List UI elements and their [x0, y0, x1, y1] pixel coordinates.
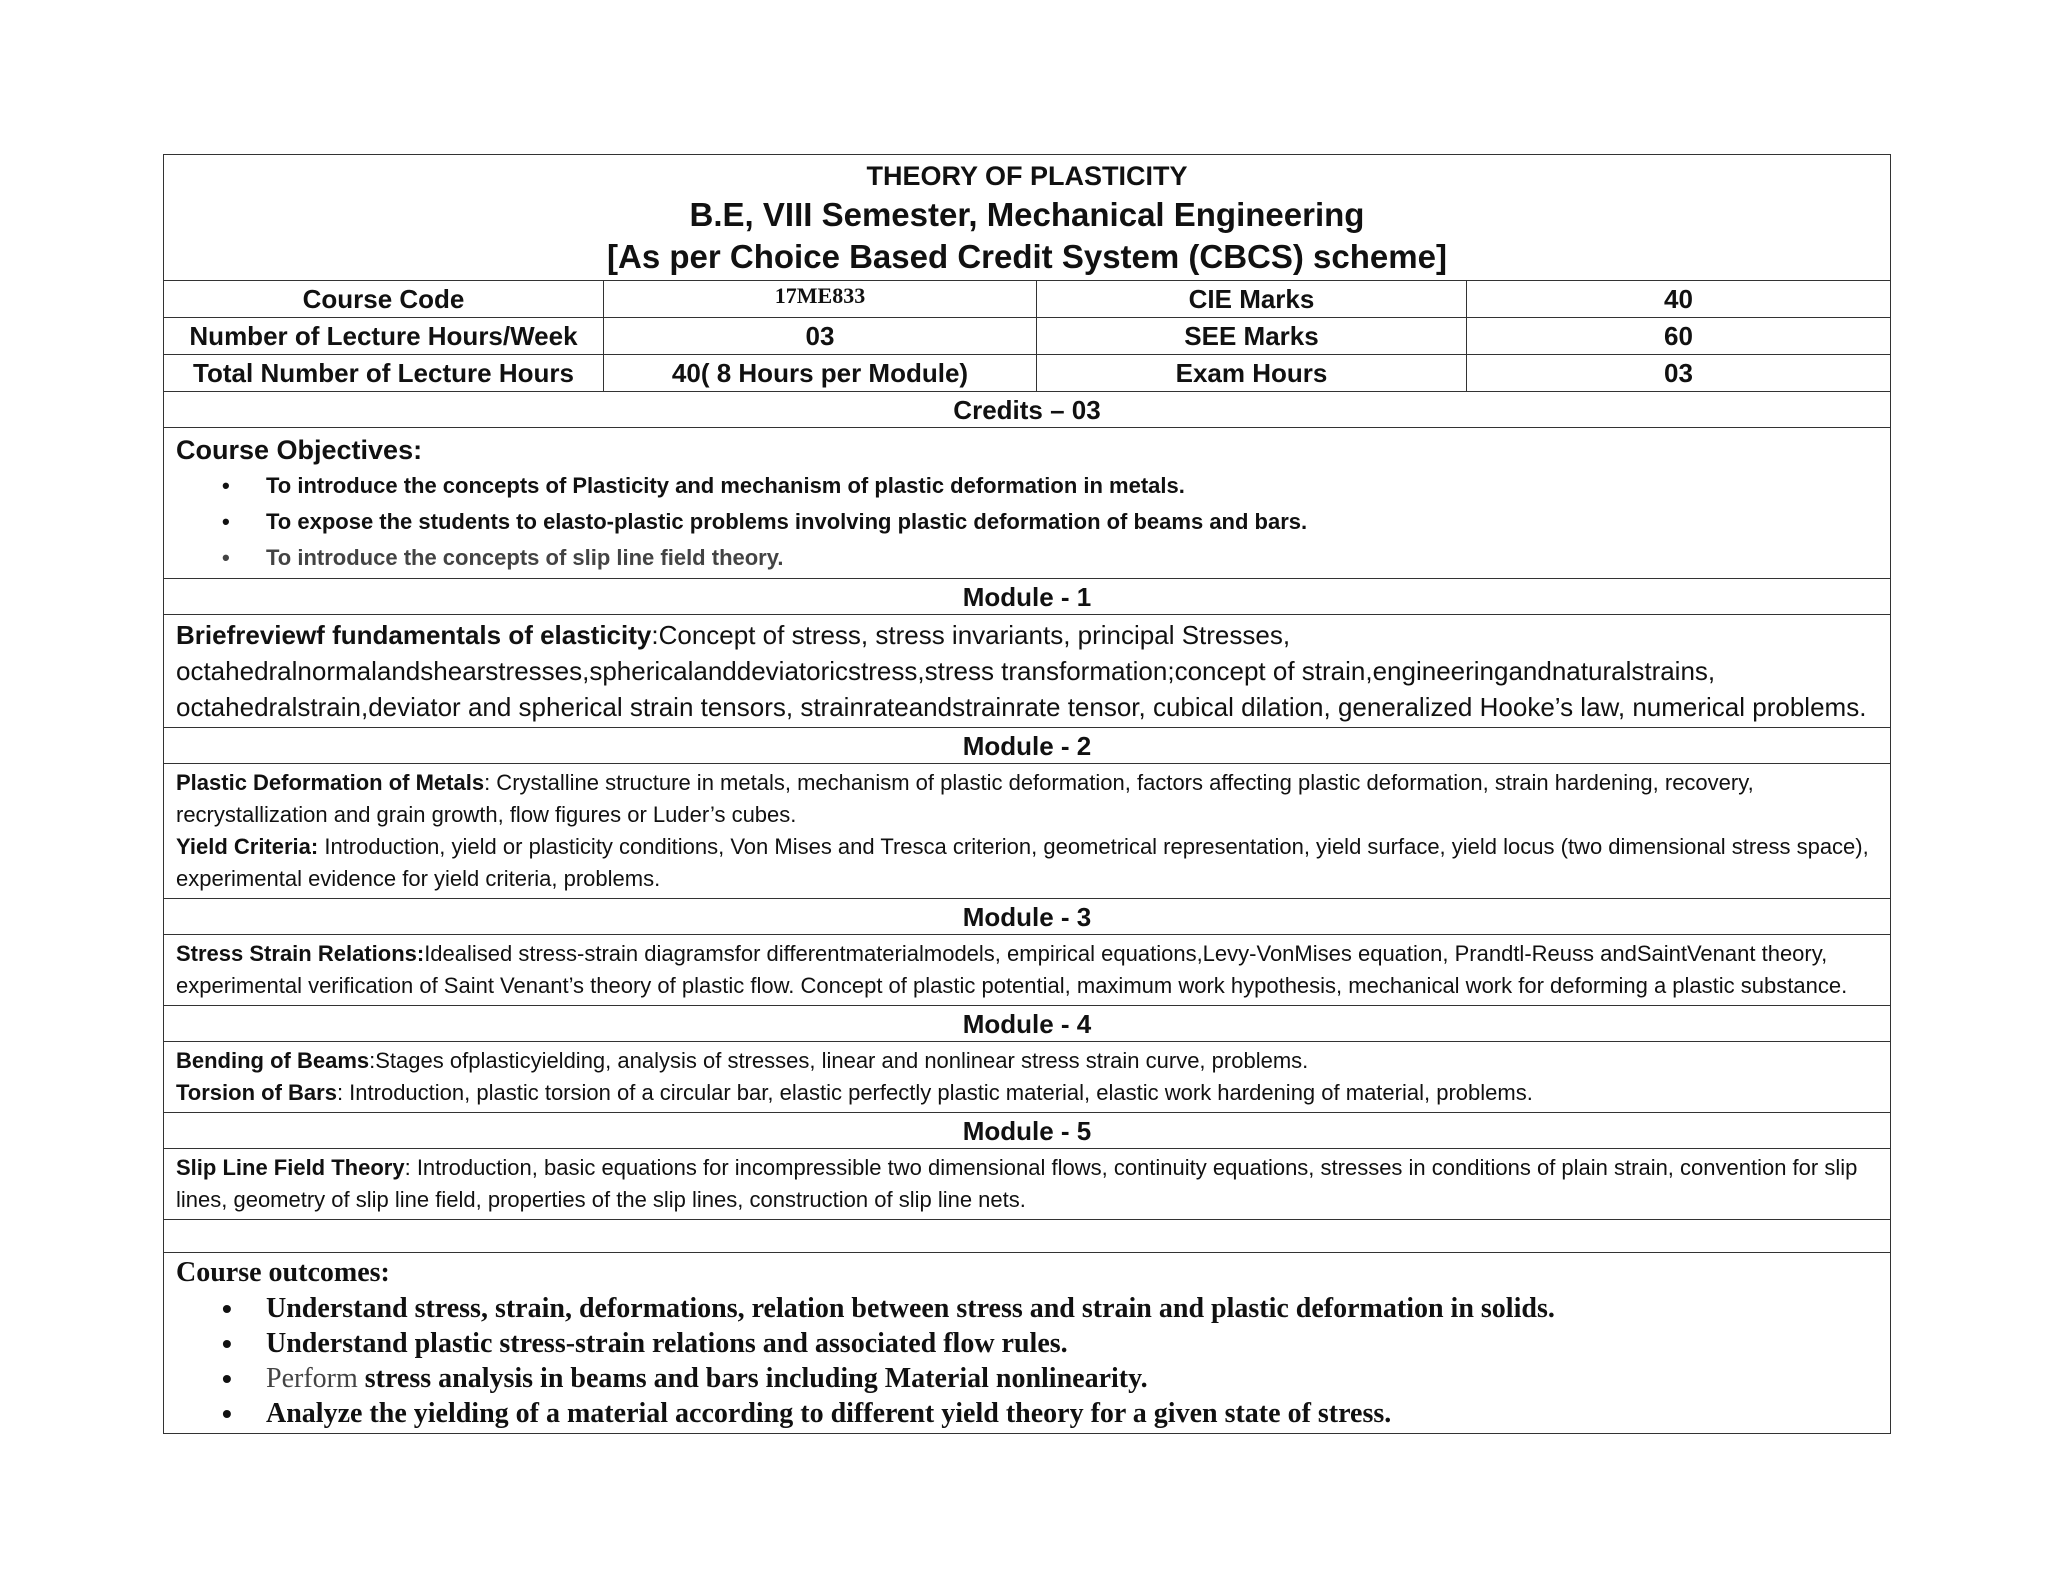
list-item: • To introduce the concepts of slip line field theory. [266, 540, 1878, 576]
module-topic: Stress Strain Relations: [176, 941, 425, 966]
syllabus-table [163, 154, 1891, 1434]
module-topic: Bending of Beams [176, 1048, 370, 1073]
list-item: • To introduce the concepts of Plasticity and mechanism of plastic deformation in metals. [266, 468, 1878, 504]
module-topic: Plastic Deformation of Metals [176, 770, 485, 795]
module-topic: Yield Criteria: [176, 834, 319, 859]
module-3-heading: Module - 3 [164, 898, 1890, 934]
module-text: : Crystalline structure in metals, mechanism of plastic deformation, factors affecting plastic deformation, strain hardening, recovery, recrystallization and grain growth, flow figures or Luder’s cubes. [176, 770, 1754, 827]
info-label: Total Number of Lecture Hours [193, 357, 574, 388]
module-1-content [164, 614, 1890, 727]
module-text: Introduction, yield or plasticity conditions, Von Mises and Tresca criterion, geometrical representation, yield surface, yield locus (two dimensional stress space), experimental evidence for yield criteria, problems. [176, 834, 1869, 891]
course-outcomes [164, 1252, 1890, 1433]
module-text: Idealised stress-strain diagramsfor differentmaterialmodels, empirical equations,Levy-VonMises equation, Prandtl-Reuss andSaintVenant theory, experimental verification of Saint Venant’s theory of plastic flow. Concept of plastic potential, maximum work hypothesis, mechanical work for deforming a plastic substance. [176, 941, 1848, 998]
list-item: • Analyze the yielding of a material according to different yield theory for a given state of stress. [266, 1396, 1878, 1431]
course-subtitle: B.E, VIII Semester, Mechanical Engineering [689, 196, 1365, 233]
course-title: THEORY OF PLASTICITY [866, 161, 1188, 191]
info-value-total-lecture-hours: 40( 8 Hours per Module) [603, 355, 1036, 391]
header-block [164, 155, 1890, 280]
module-5-content [164, 1148, 1890, 1219]
module-2-heading: Module - 2 [164, 727, 1890, 763]
module-topic: Slip Line Field Theory [176, 1155, 405, 1180]
info-value-see-marks: 60 [1466, 318, 1890, 354]
module-4-content [164, 1041, 1890, 1112]
module-3-content [164, 934, 1890, 1005]
objectives-title: Course Objectives: [176, 435, 423, 465]
info-label: Exam Hours [1036, 355, 1466, 391]
module-text: : Introduction, plastic torsion of a circular bar, elastic perfectly plastic material, elastic work hardening of material, problems. [336, 1080, 1533, 1105]
module-5-heading: Module - 5 [164, 1112, 1890, 1148]
info-value-lecture-hours-week: 03 [603, 318, 1036, 354]
module-topic: Torsion of Bars [176, 1080, 337, 1105]
info-label: CIE Marks [1036, 281, 1466, 317]
empty-row [164, 1219, 1890, 1252]
module-2-content [164, 763, 1890, 898]
module-1-heading: Module - 1 [164, 578, 1890, 614]
list-item: • Perform stress analysis in beams and bars including Material nonlinearity. [266, 1361, 1878, 1396]
outcomes-title: Course outcomes: [176, 1257, 390, 1288]
objectives-list [176, 468, 1878, 576]
info-value-cie-marks: 40 [1466, 281, 1890, 317]
list-item: • Understand plastic stress-strain relations and associated flow rules. [266, 1326, 1878, 1361]
info-label: SEE Marks [1036, 318, 1466, 354]
course-objectives [164, 427, 1890, 578]
info-label: Number of Lecture Hours/Week [189, 320, 578, 351]
module-text: :Concept of stress, stress invariants, principal Stresses, octahedralnormalandshearstresses,sphericalanddeviatoricstress,stress transformation;concept of strain,engineeringandnaturalstrains, octahedralstrain,deviator and spherical strain tensors, strainrateandstrainrate tensor, cubical dilation, generalized Hooke’s law, numerical problems. [176, 620, 1867, 722]
module-4-heading: Module - 4 [164, 1005, 1890, 1041]
info-row-total-lecture-hours [164, 354, 1890, 391]
info-label: Course Code [302, 283, 465, 314]
outcome-verb: Perform [266, 1363, 358, 1394]
info-row-course-code [164, 280, 1890, 317]
course-scheme: [As per Choice Based Credit System (CBCS) scheme] [607, 238, 1447, 275]
module-text: : Introduction, basic equations for incompressible two dimensional flows, continuity equations, stresses in conditions of plain strain, convention for slip lines, geometry of slip line field, properties of the slip lines, construction of slip line nets. [176, 1155, 1858, 1212]
credits: Credits – 03 [164, 391, 1890, 427]
outcomes-list [176, 1291, 1878, 1431]
info-value-course-code: 17ME833 [603, 281, 1036, 317]
info-value-exam-hours: 03 [1466, 355, 1890, 391]
list-item: • Understand stress, strain, deformations, relation between stress and strain and plastic deformation in solids. [266, 1291, 1878, 1326]
info-row-lecture-hours-week [164, 317, 1890, 354]
module-topic: Briefreviewf fundamentals of elasticity [176, 620, 652, 650]
list-item: • To expose the students to elasto-plastic problems involving plastic deformation of beams and bars. [266, 504, 1878, 540]
module-text: :Stages ofplasticyielding, analysis of stresses, linear and nonlinear stress strain curve, problems. [369, 1048, 1309, 1073]
